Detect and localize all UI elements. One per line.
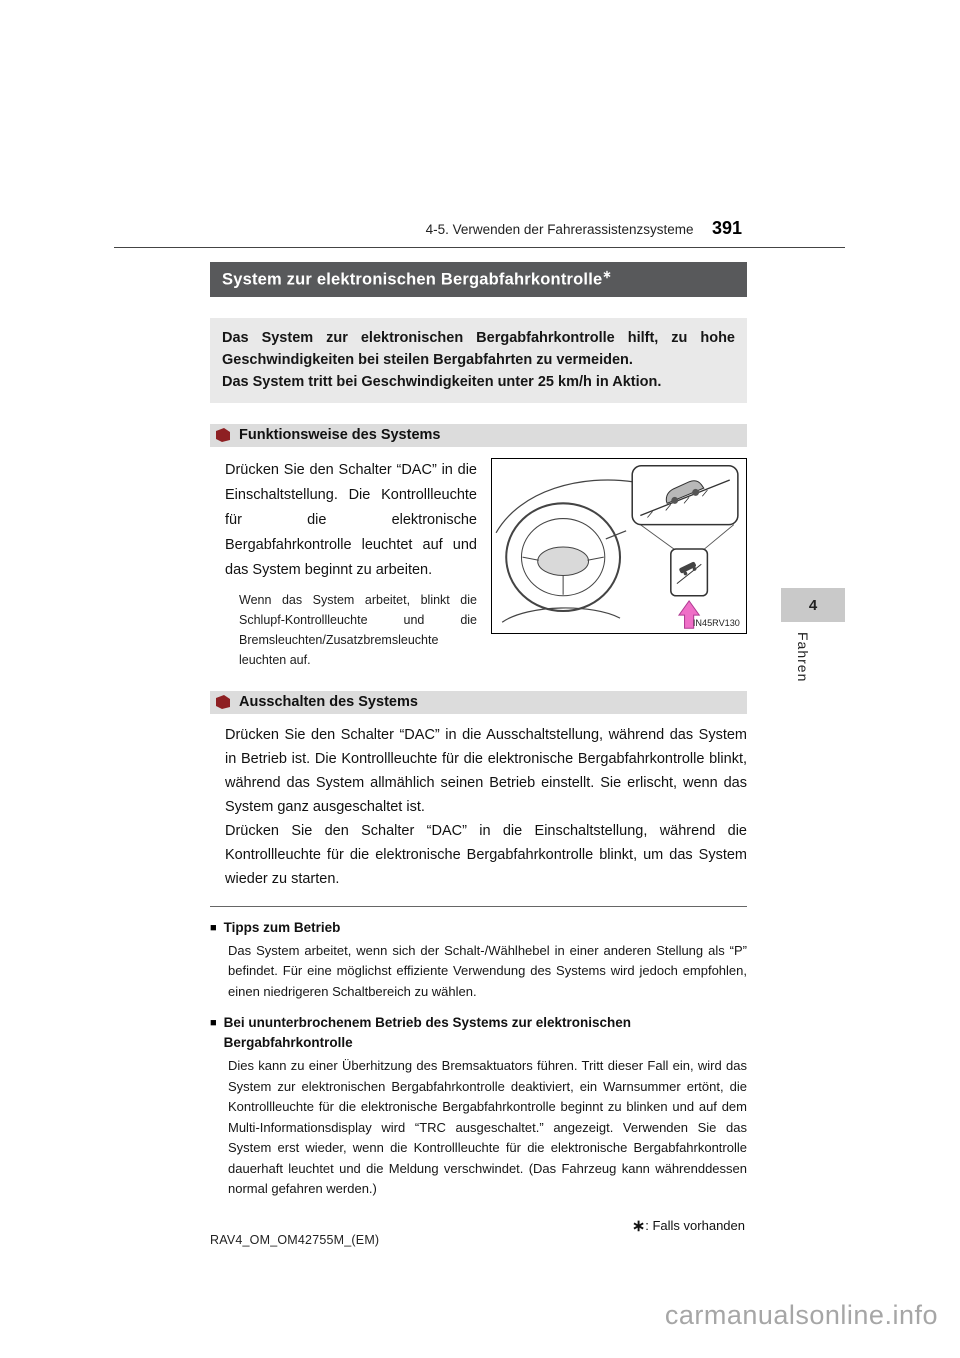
section-marker-icon [216,428,230,442]
section-marker-icon [216,695,230,709]
dac-switch [671,549,708,596]
summary-line-2: Das System tritt bei Geschwindigkeiten unter 25 km/h in Aktion. [222,373,662,390]
footnote-text: : Falls vorhanden [645,1217,745,1233]
deactivate-paragraph-1: Drücken Sie den Schalter “DAC” in die Ausschaltstellung, während das System in Betrieb ist. Die Kontrollleuchte für die elektronische Bergabfahrkontrolle blinkt, während das System allmählich seinen Betrieb einstellt. Sie erlischt, wenn das System ganz ausgeschaltet ist. [225,726,747,815]
deactivate-paragraph-2: Drücken Sie den Schalter “DAC” in die Einschaltstellung, während die Kontrollleuchte für die elektronische Bergabfahrkontrolle blinkt, um das System wieder zu starten. [225,822,747,887]
operation-section-body [210,458,747,670]
page-number: 391 [711,218,742,238]
page-title [210,262,747,297]
chapter-tab [781,588,845,622]
dac-switch-illustration [491,458,747,634]
square-bullet-icon: ■ [210,921,217,934]
section-heading-text: Funktionsweise des Systems [239,426,441,443]
dashboard-drawing [492,459,746,633]
square-bullet-icon: ■ [210,1017,217,1029]
header-divider [114,247,845,248]
chapter-section-title: 4-5. Verwenden der Fahrerassistenzsysteme [425,222,694,237]
asterisk-mark: ∗ [631,1217,646,1235]
summary-line-1: Das System zur elektronischen Bergabfahrkontrolle hilft, zu hohe Geschwindigkeiten bei steilen Bergabfahrten zu vermeiden. [222,329,735,368]
summary-box [210,318,747,403]
chapter-number: 4 [808,596,818,614]
page-title-text: System zur elektronischen Bergabfahrkontrolle [222,270,603,289]
asterisk-mark: ∗ [602,269,612,281]
note-continuous-operation [210,1013,747,1200]
note-tips [210,918,747,1003]
note-body-text: Das System arbeitet, wenn sich der Schalt-/Wählhebel in einer anderen Stellung als “P” befindet. Für eine möglichst effiziente Verwendung des Systems wird jedoch empfohlen, einen niedrigeren Schaltbereich zu wählen. [228,942,747,999]
section-header-operation [210,424,747,447]
section-header-deactivate [210,691,747,714]
page-header [0,218,742,239]
content-column [210,262,747,1236]
figure-code-label: IN45RV130 [692,617,740,628]
notes-divider [210,906,747,907]
section-heading-text: Ausschalten des Systems [239,693,418,710]
note-title-row [210,918,747,938]
operation-subnote: Wenn das System arbeitet, blinkt die Schlupf-Kontrollleuchte und die Bremsleuchten/Zusatzbremsleuchte leuchten auf. [239,592,477,667]
document-code: RAV4_OM_OM42755M_(EM) [210,1233,380,1247]
operation-paragraph: Drücken Sie den Schalter “DAC” in die Einschaltstellung. Die Kontrollleuchte für die elektronische Bergabfahrkontrolle leuchtet auf und das System beginnt zu arbeiten. [225,461,477,578]
note-title-row [210,1013,747,1053]
note-body-text: Dies kann zu einer Überhitzung des Bremsaktuators führen. Tritt dieser Fall ein, wird das System zur elektronischen Bergabfahrkontrolle deaktiviert, ein Warnsummer ertönt, die Kontrollleuchte für die elektronische Bergabfahrkontrolle beginnt zu blinken und auf dem Multi-Informationsdisplay wird “TRC ausgeschaltet.” angezeigt. Verwenden Sie das System erst wieder, wenn die Kontrollleuchte für die elektronische Bergabfahrkontrolle dauerhaft leuchtet und die Meldung verschwindet. (Das Fahrzeug kann währenddessen normal gefahren werden.) [228,1058,747,1196]
operation-text-column [210,458,477,670]
note-title-text: Bei ununterbrochenem Betrieb des Systems zur elektronischen Bergabfahrkontrolle [223,1015,632,1050]
note-title-text: Tipps zum Betrieb [223,919,341,935]
chapter-name-vertical: Fahren [795,632,811,683]
watermark-text: carmanualsonline.info [664,1300,938,1330]
